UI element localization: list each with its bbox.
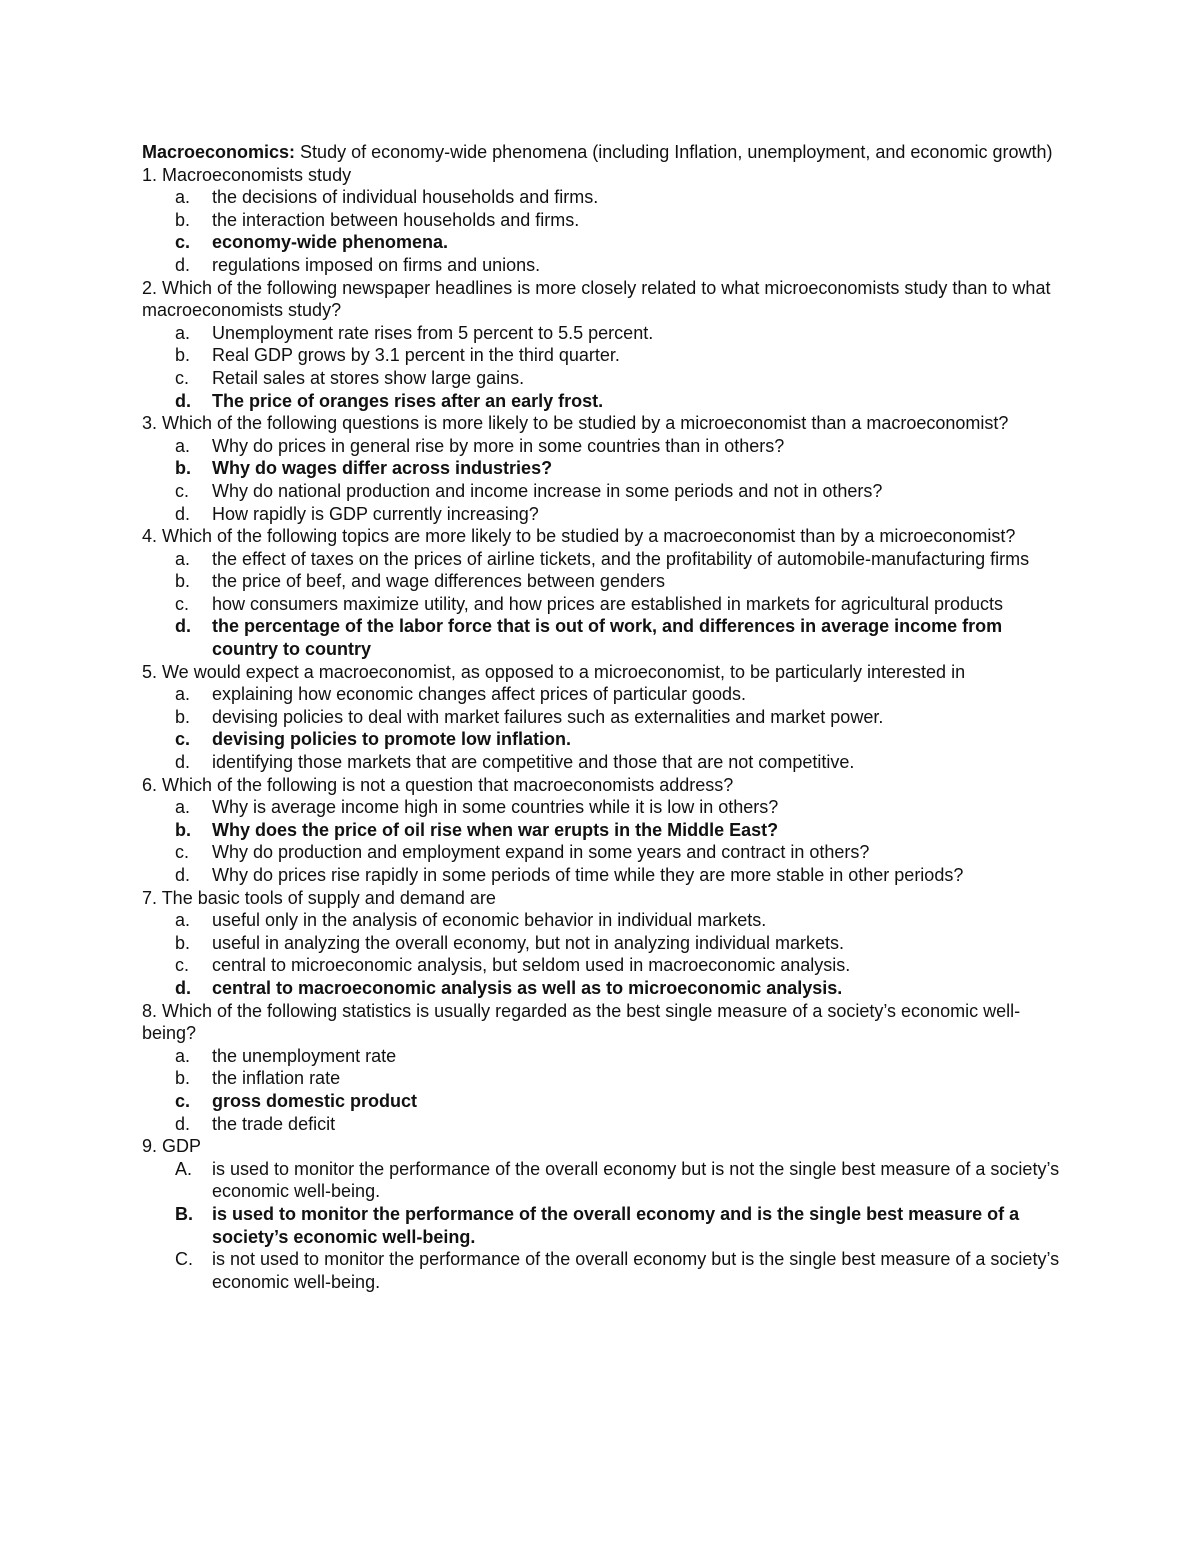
intro-definition: [142, 141, 1062, 164]
option-letter: a.: [175, 910, 191, 931]
option-letter: d.: [175, 503, 191, 524]
option-text: how consumers maximize utility, and how prices are established in markets for agricultural products: [212, 593, 1003, 614]
answer-option: [142, 751, 1062, 774]
option-text: gross domestic product: [212, 1090, 418, 1111]
option-letter: b.: [175, 209, 191, 230]
option-letter: c.: [175, 367, 190, 388]
option-letter: c.: [175, 842, 190, 863]
answer-option: [142, 909, 1062, 932]
option-letter: b.: [175, 458, 191, 479]
answer-option: [142, 435, 1062, 458]
answer-option: [142, 322, 1062, 345]
option-text: the effect of taxes on the prices of airline tickets, and the profitability of automobile-manufacturing firms: [212, 548, 1030, 569]
answer-option: [142, 254, 1062, 277]
option-text: devising policies to deal with market failures such as externalities and market power.: [212, 706, 884, 727]
answer-option-correct: [142, 1203, 1062, 1248]
option-text: Why do national production and income increase in some periods and not in others?: [212, 480, 883, 501]
question-list: [142, 164, 1062, 1294]
option-letter: a.: [175, 187, 191, 208]
option-text: Real GDP grows by 3.1 percent in the third quarter.: [212, 345, 620, 366]
option-text: central to macroeconomic analysis as well as to microeconomic analysis.: [212, 977, 843, 998]
option-text: Why is average income high in some countries while it is low in others?: [212, 797, 779, 818]
option-text: the percentage of the labor force that is out of work, and differences in average income from country to country: [212, 616, 1003, 660]
option-text: the price of beef, and wage differences between genders: [212, 571, 665, 592]
option-letter: c.: [175, 480, 190, 501]
answer-option: [142, 186, 1062, 209]
option-text: is used to monitor the performance of the overall economy but is not the single best measure of a society’s economic well-being.: [212, 1158, 1060, 1202]
option-text: Why do prices rise rapidly in some periods of time while they are more stable in other periods?: [212, 865, 964, 885]
answer-option-correct: [142, 457, 1062, 480]
option-letter: d.: [175, 616, 191, 637]
answer-option: [142, 841, 1062, 864]
question-stem: 5. We would expect a macroeconomist, as opposed to a microeconomist, to be particularly interested in: [142, 661, 966, 682]
option-letter: d.: [175, 977, 191, 998]
answer-option: [142, 548, 1062, 571]
answer-option: [142, 683, 1062, 706]
option-text: identifying those markets that are competitive and those that are not competitive.: [212, 752, 855, 773]
option-text: the trade deficit: [212, 1113, 336, 1134]
option-letter: c.: [175, 232, 191, 253]
answer-option-correct: [142, 390, 1062, 413]
answer-option: [142, 796, 1062, 819]
option-text: economy-wide phenomena.: [212, 232, 449, 253]
option-letter: a.: [175, 548, 191, 569]
answer-option-correct: [142, 1090, 1062, 1113]
option-letter: C.: [175, 1249, 193, 1270]
option-text: Retail sales at stores show large gains.: [212, 367, 525, 388]
option-letter: b.: [175, 932, 191, 953]
option-text: Why does the price of oil rise when war erupts in the Middle East?: [212, 819, 779, 840]
question-stem: 2. Which of the following newspaper headlines is more closely related to what microeconomists study than to what macroeconomists study?: [142, 277, 1051, 321]
option-letter: d.: [175, 1113, 191, 1134]
option-text: How rapidly is GDP currently increasing?: [212, 503, 539, 524]
answer-option: [142, 864, 1062, 887]
option-text: the interaction between households and firms.: [212, 209, 580, 230]
option-letter: B.: [175, 1203, 193, 1224]
answer-option: [142, 1113, 1062, 1136]
option-letter: b.: [175, 706, 191, 727]
option-text: is used to monitor the performance of the overall economy and is the single best measure of a society’s economic well-being.: [212, 1203, 1020, 1247]
question-stem: 6. Which of the following is not a question that macroeconomists address?: [142, 774, 734, 795]
option-letter: a.: [175, 797, 191, 818]
question-stem: 3. Which of the following questions is more likely to be studied by a microeconomist than a macroeconomist?: [142, 413, 1009, 434]
option-text: devising policies to promote low inflation.: [212, 729, 572, 750]
option-letter: d.: [175, 752, 191, 773]
option-text: the decisions of individual households and firms.: [212, 187, 599, 208]
answer-option-correct: [142, 728, 1062, 751]
option-text: explaining how economic changes affect prices of particular goods.: [212, 684, 746, 705]
answer-option: [142, 1158, 1062, 1203]
answer-option: [142, 570, 1062, 593]
option-text: Unemployment rate rises from 5 percent to 5.5 percent.: [212, 322, 654, 343]
option-letter: a.: [175, 684, 191, 705]
option-letter: c.: [175, 955, 190, 976]
question-stem: 9. GDP: [142, 1136, 202, 1157]
option-letter: a.: [175, 322, 191, 343]
answer-option: [142, 593, 1062, 616]
document-body: [142, 141, 1062, 1293]
option-text: central to microeconomic analysis, but seldom used in macroeconomic analysis.: [212, 955, 851, 976]
option-text: useful in analyzing the overall economy, but not in analyzing individual markets.: [212, 932, 845, 953]
answer-option-correct: [142, 615, 1062, 660]
intro-term: Macroeconomics:: [142, 142, 296, 162]
option-letter: d.: [175, 390, 191, 411]
answer-option: [142, 954, 1062, 977]
question-stem: 4. Which of the following topics are more likely to be studied by a macroeconomist than by a microeconomist?: [142, 526, 1016, 547]
option-letter: d.: [175, 254, 191, 275]
intro-definition-text: Study of economy-wide phenomena (including Inflation, unemployment, and economic growth): [295, 142, 1053, 162]
option-text: is not used to monitor the performance of the overall economy but is the single best measure of a society’s economic well-being.: [212, 1249, 1060, 1292]
option-text: useful only in the analysis of economic behavior in individual markets.: [212, 910, 767, 931]
option-letter: c.: [175, 1090, 191, 1111]
answer-option: [142, 209, 1062, 232]
option-letter: c.: [175, 729, 191, 750]
option-letter: b.: [175, 819, 191, 840]
question-stem: 7. The basic tools of supply and demand are: [142, 887, 496, 908]
option-text: regulations imposed on firms and unions.: [212, 254, 541, 275]
answer-option: [142, 1045, 1062, 1068]
option-text: Why do prices in general rise by more in some countries than in others?: [212, 435, 785, 456]
answer-option: [142, 1248, 1062, 1293]
option-text: The price of oranges rises after an early frost.: [212, 390, 604, 411]
answer-option: [142, 503, 1062, 526]
answer-option-correct: [142, 819, 1062, 842]
question-stem: 8. Which of the following statistics is usually regarded as the best single measure of a society’s economic well-being?: [142, 1000, 1021, 1044]
option-text: the unemployment rate: [212, 1045, 397, 1066]
option-letter: b.: [175, 1068, 191, 1089]
answer-option: [142, 480, 1062, 503]
option-letter: d.: [175, 865, 191, 885]
option-letter: b.: [175, 571, 191, 592]
answer-option: [142, 344, 1062, 367]
option-letter: b.: [175, 345, 191, 366]
option-letter: c.: [175, 593, 190, 614]
option-letter: a.: [175, 1045, 191, 1066]
answer-option-correct: [142, 977, 1062, 1000]
option-text: the inflation rate: [212, 1068, 341, 1089]
answer-option: [142, 932, 1062, 955]
option-text: Why do wages differ across industries?: [212, 458, 553, 479]
option-letter: a.: [175, 435, 191, 456]
answer-option: [142, 367, 1062, 390]
answer-option: [142, 1067, 1062, 1090]
question-stem: 1. Macroeconomists study: [142, 164, 352, 185]
answer-option-correct: [142, 231, 1062, 254]
option-text: Why do production and employment expand in some years and contract in others?: [212, 842, 870, 863]
answer-option: [142, 706, 1062, 729]
option-letter: A.: [175, 1158, 193, 1179]
